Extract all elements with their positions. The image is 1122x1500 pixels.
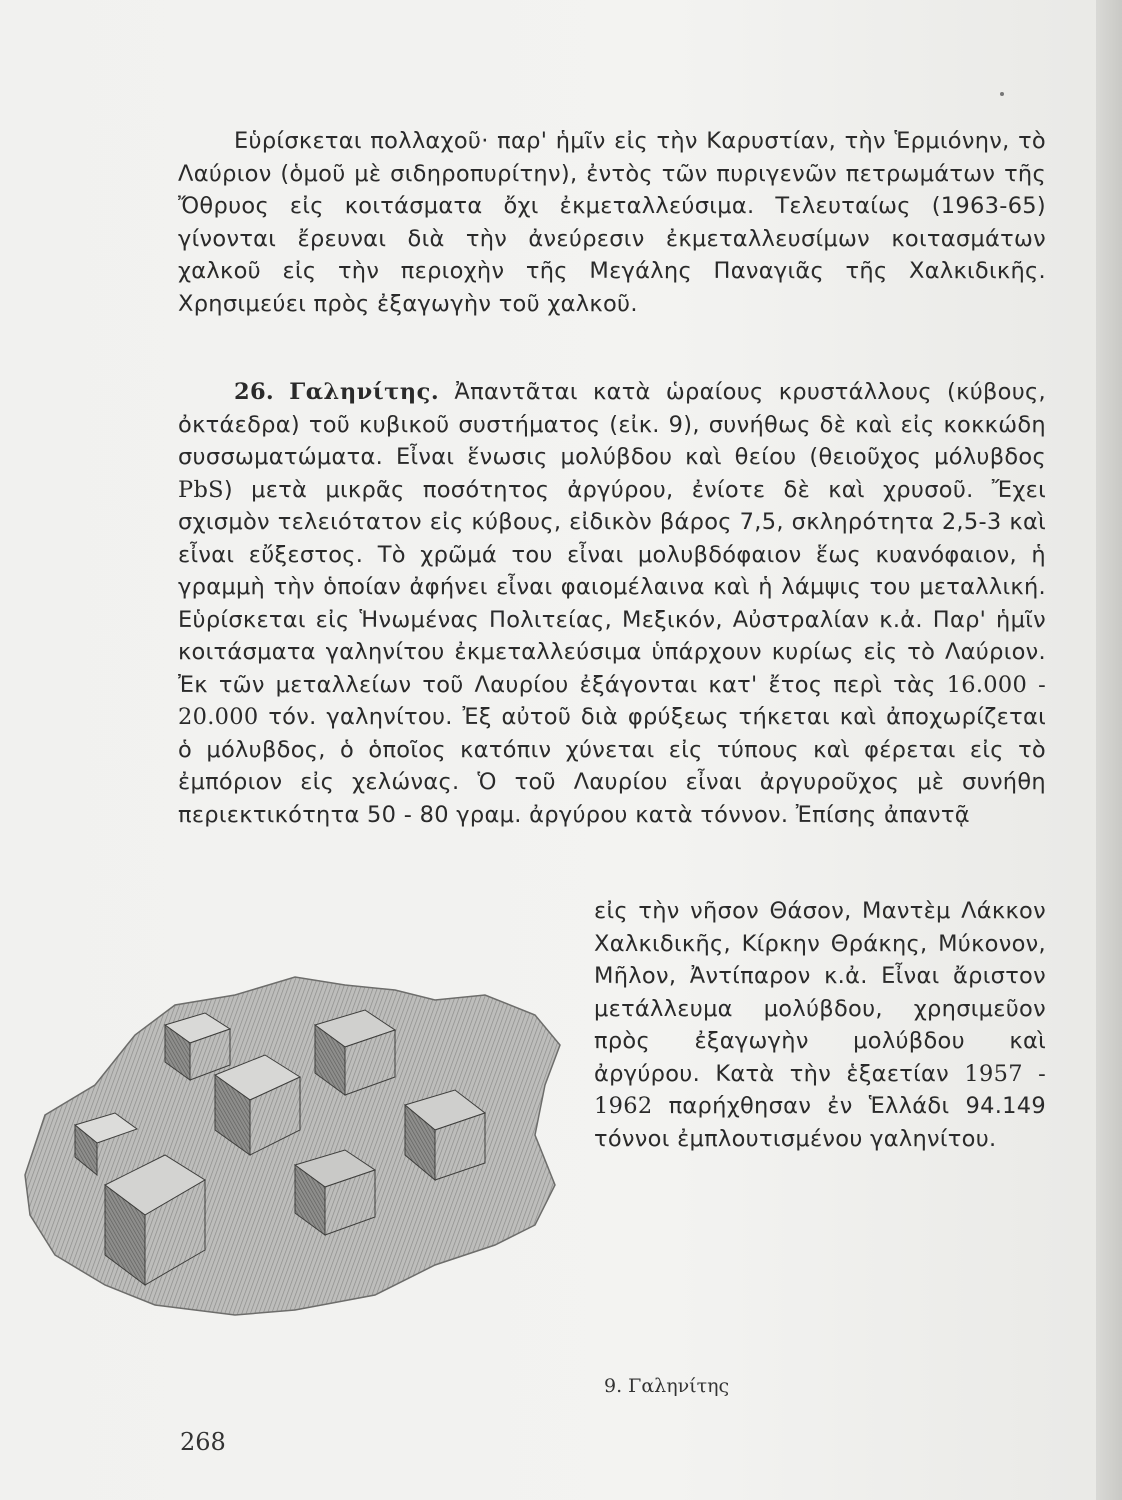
page-edge-shadow (1096, 0, 1122, 1500)
section-number: 26. (234, 379, 275, 405)
wrap-text-part-c: τόννοι ἐμπλουτισμένου γαληνίτου. (594, 1125, 997, 1152)
paragraph-copper-occurrence (178, 125, 1046, 320)
section-galena (178, 376, 1046, 831)
section-title: Γαληνίτης. (289, 379, 440, 405)
figure-caption: 9. Γαληνίτης (604, 1375, 730, 1397)
annual-tonnage: 16.000 - 20.000 (178, 671, 1047, 730)
chemical-formula: PbS (178, 476, 224, 503)
page-number: 268 (180, 1428, 226, 1456)
dust-speck (1000, 92, 1004, 96)
galena-crystal-illustration (15, 965, 575, 1325)
wrapped-text-beside-figure (594, 895, 1046, 1155)
paragraph-text: Εὑρίσκεται πολλαχοῦ· παρ' ἡμῖν εἰς τὴν Καρυστίαν, τὴν Ἑρμιόνην, τὸ Λαύριον (ὁμοῦ μὲ σιδηροπυρίτην), ἐντὸς τῶν πυριγενῶν πετρωμάτων τῆς Ὄθρυος εἰς κοιτάσματα ὄχι ἐκμεταλλεύσιμα. Τελευταίως (1963-65) γίνονται ἔρευναι διὰ τὴν ἀνεύρεσιν ἐκμεταλλευσίμων κοιτασμάτων χαλκοῦ εἰς τὴν περιοχὴν τῆς Μεγάλης Παναγιᾶς τῆς Χαλκιδικῆς. Χρησιμεύει πρὸς ἐξαγωγὴν τοῦ χαλκοῦ. (178, 128, 1046, 317)
paragraph-text-part-a: Ἀπαντᾶται κατὰ ὡραίους κρυστάλλους (κύβους, ὀκτάεδρα) τοῦ κυβικοῦ συστήματος (εἰκ. 9), συνήθως δὲ καὶ εἰς κοκκώδη συσσωματώματα. Εἶναι ἕνωσις μολύβδου καὶ θείου (θειοῦχος μόλυβδος (178, 379, 1047, 470)
wrap-text-part-b: παρήχθησαν ἐν Ἑλλάδι (668, 1093, 950, 1119)
paragraph-galena-text (178, 376, 1046, 831)
paragraph-text-part-b: ) μετὰ μικρᾶς ποσότητος ἀργύρου, ἐνίοτε δὲ καὶ χρυσοῦ. Ἔχει σχισμὸν τελειότατον εἰς κύβους, εἰδικὸν βάρος 7,5, σκληρότητα 2,5-3 καὶ εἶναι εὔξεστος. Τὸ χρῶμά του εἶναι μολυβδόφαιον ἕως κυανόφαιον, ἡ γραμμὴ τὴν ὁποίαν ἀφήνει εἶναι φαιομέλαινα καὶ ἡ λάμψις του μεταλλική. Εὑρίσκεται εἰς Ἡνωμένας Πολιτείας, Μεξικόν, Αὐστραλίαν κ.ἀ. Παρ' ἡμῖν κοιτάσματα γαληνίτου ἐκμεταλλεύσιμα ὑπάρχουν κυρίως εἰς τὸ Λαύριον. Ἐκ τῶν μεταλλείων τοῦ Λαυρίου ἐξάγονται κατ' ἔτος περὶ τὰς (178, 476, 1046, 698)
wrap-text-part-a: εἰς τὴν νῆσον Θάσον, Μαντὲμ Λάκκον Χαλκιδικῆς, Κίρκην Θράκης, Μύκονον, Μῆλον, Ἀντίπαρον κ.ἀ. Εἶναι ἄριστον μετάλλευμα μολύβδου, χρησιμεῦον πρὸς ἐξαγωγὴν μολύβδου καὶ ἀργύρου. Κατὰ τὴν ἑξαετίαν (594, 898, 1046, 1087)
paragraph-text-part-c: τόν. γαληνίτου. Ἐξ αὐτοῦ διὰ φρύξεως τήκεται καὶ ἀποχωρίζεται ὁ μόλυβδος, ὁ ὁποῖος κατόπιν χύνεται εἰς τύπους καὶ φέρεται εἰς τὸ ἐμπόριον εἰς χελώνας. Ὁ τοῦ Λαυρίου εἶναι ἀργυροῦχος μὲ συνήθη περιεκτικότητα 50 - 80 γραμ. ἀργύρου κατὰ τόννον. Ἐπίσης ἀπαντᾷ (178, 704, 1047, 828)
production-total: 94.149 (965, 1093, 1046, 1119)
production-years: 1957 - 1962 (594, 1060, 1046, 1119)
